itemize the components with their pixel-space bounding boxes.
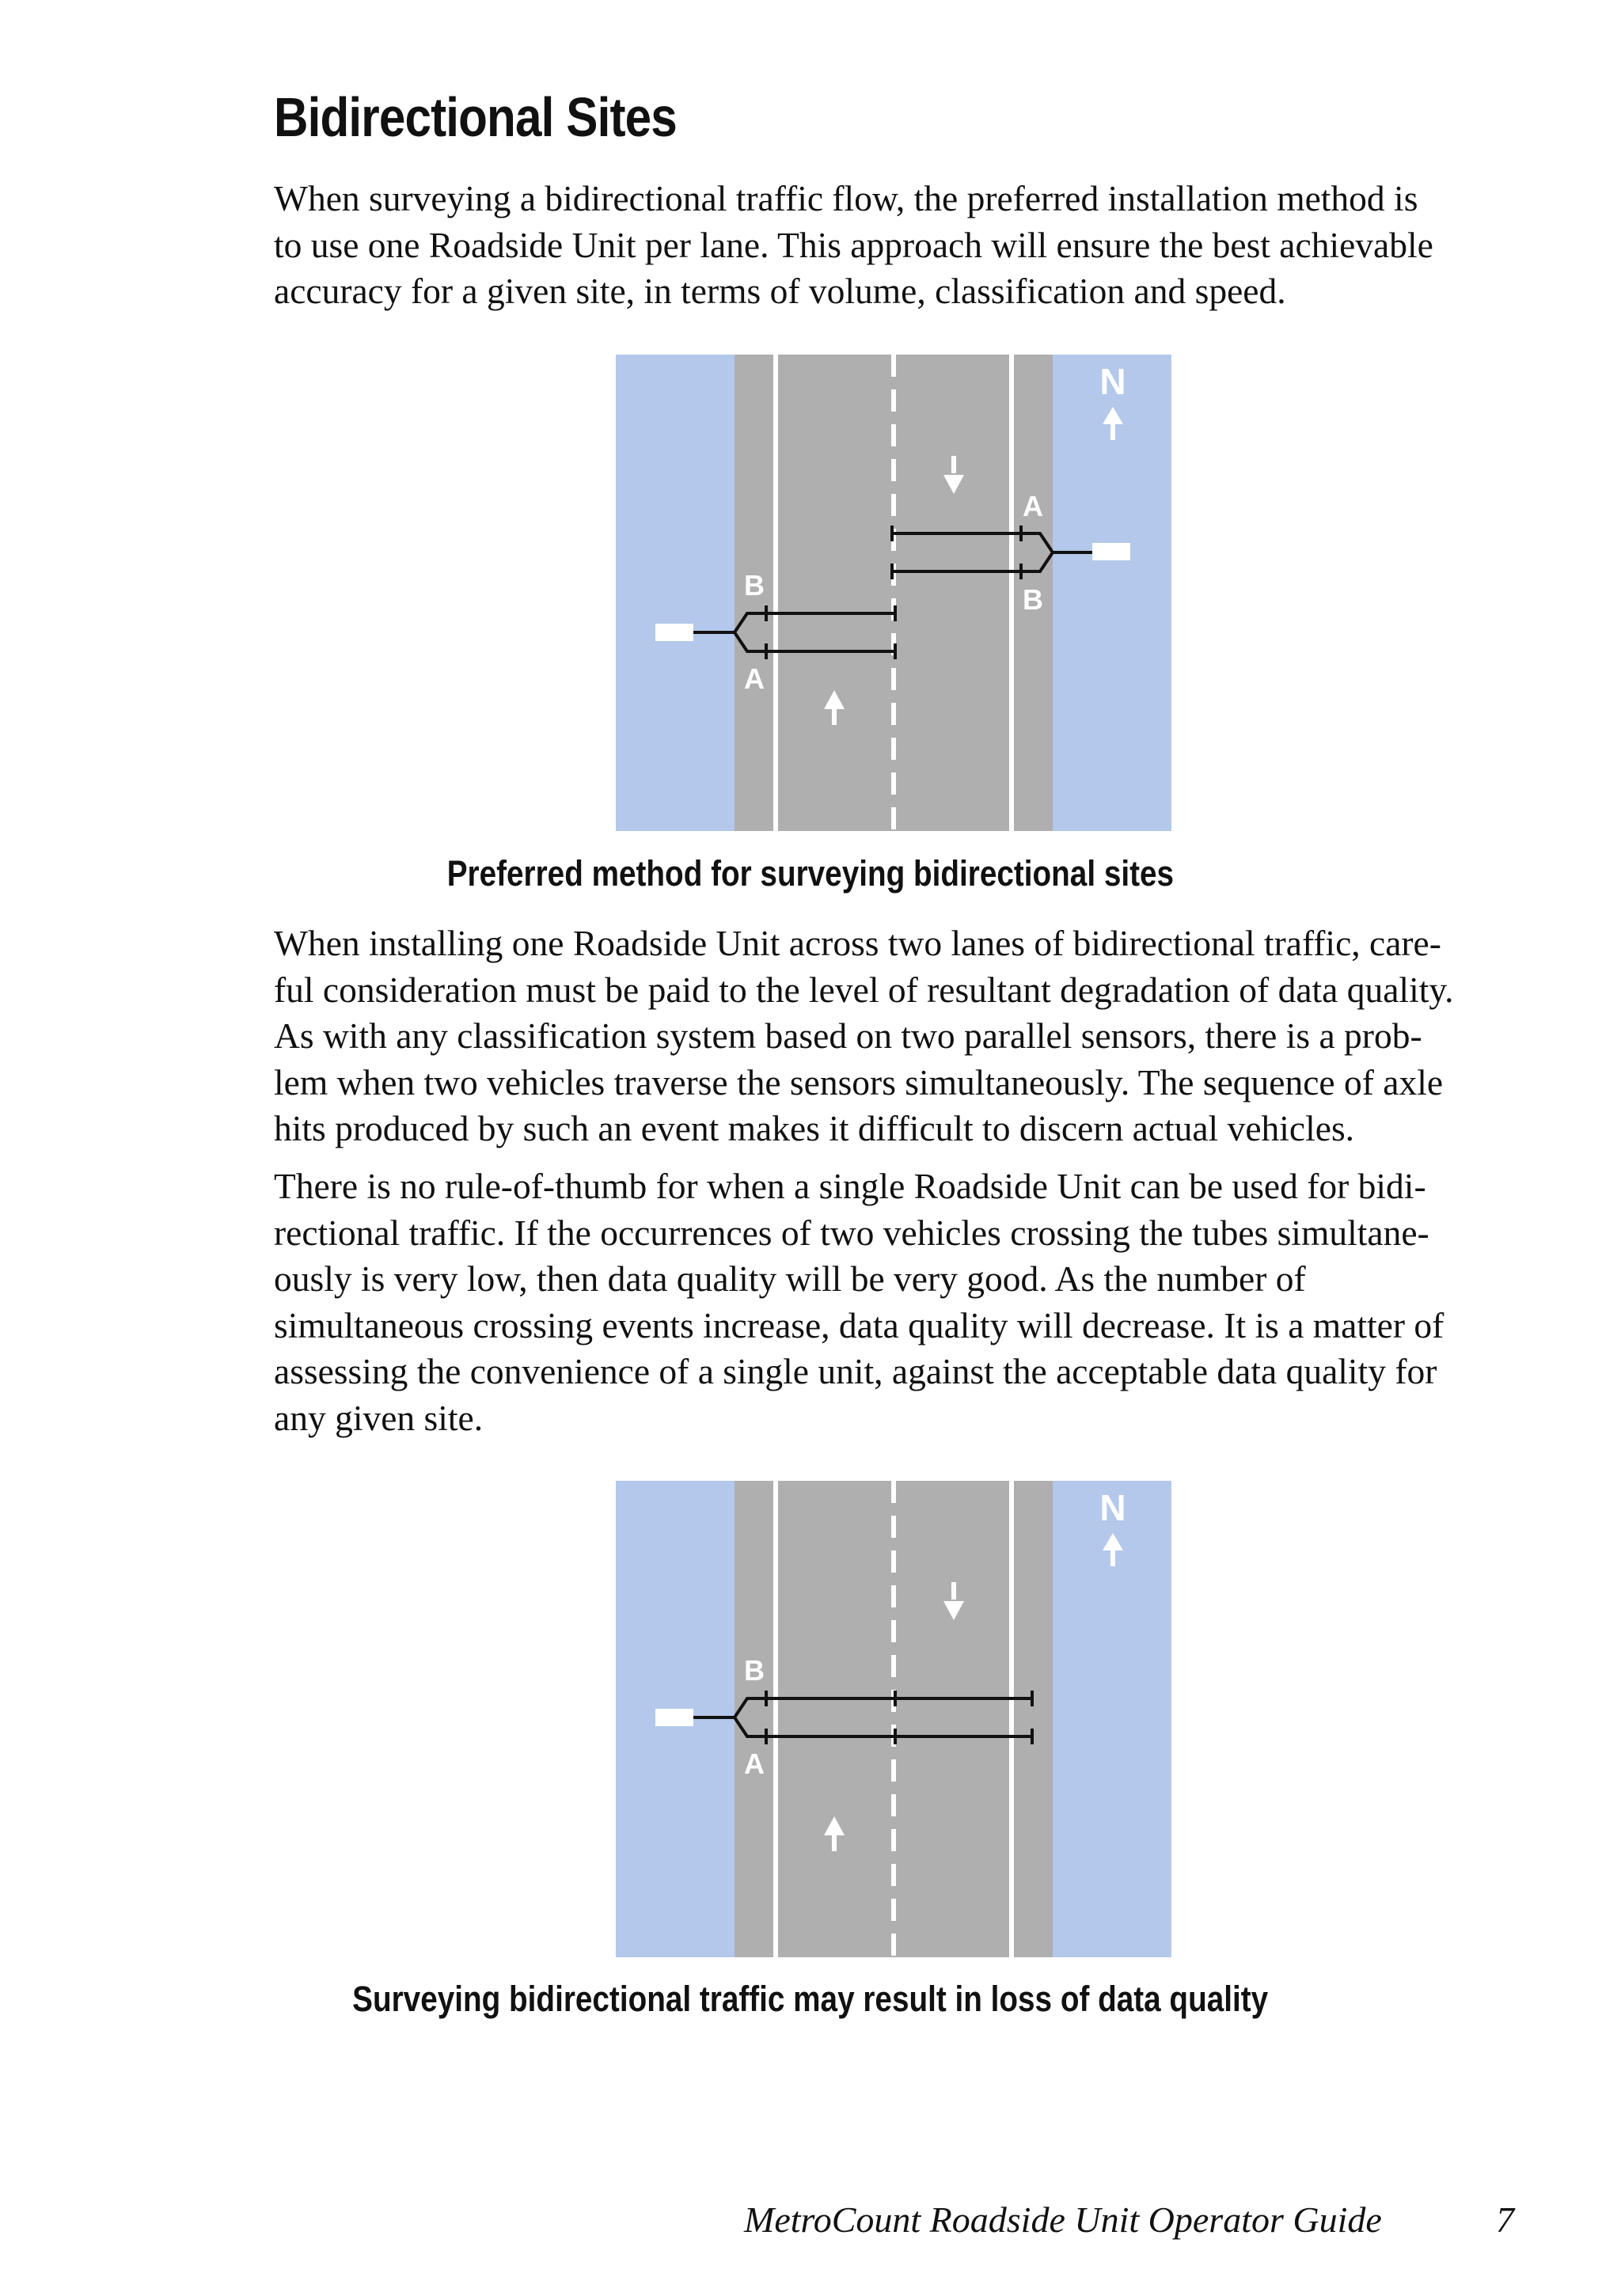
figure-1-caption-text: Preferred method for surveying bidirectional sites bbox=[446, 853, 1175, 894]
para3-line-4: simultaneous crossing events increase, data quality will decrease. It is a matter of bbox=[274, 1304, 1444, 1345]
figure-preferred-method bbox=[616, 355, 1171, 831]
para3-line-5: assessing the convenience of a single unit, against the acceptable data quality for bbox=[274, 1351, 1437, 1391]
roadside-unit-left bbox=[655, 624, 693, 641]
sensor-label-right-a: A bbox=[1023, 490, 1043, 522]
north-label: N bbox=[1099, 1487, 1126, 1528]
para2-line-3: As with any classification system based on two parallel sensors, there is a prob- bbox=[274, 1015, 1422, 1056]
road-diagram-1 bbox=[616, 355, 1171, 831]
intro-line-3: accuracy for a given site, in terms of volume, classification and speed. bbox=[274, 271, 1286, 311]
para3-line-6: any given site. bbox=[274, 1397, 484, 1438]
figure-2-caption bbox=[0, 1979, 1621, 2020]
sensor-label-a: A bbox=[744, 1748, 765, 1780]
para3-line-3: ously is very low, then data quality will be very good. As the number of bbox=[274, 1258, 1306, 1299]
roadside-unit-right bbox=[1092, 543, 1130, 560]
edge-line-right bbox=[1009, 355, 1014, 831]
para3-line-2: rectional traffic. If the occurrences of two vehicles crossing the tubes simultane- bbox=[274, 1212, 1429, 1253]
road-diagram-2 bbox=[616, 1481, 1171, 1957]
intro-paragraph bbox=[274, 176, 1433, 315]
para2-line-5: hits produced by such an event makes it difficult to discern actual vehicles. bbox=[274, 1108, 1355, 1148]
north-label: N bbox=[1099, 361, 1126, 402]
edge-line-left bbox=[773, 355, 778, 831]
footer-guide-title: MetroCount Roadside Unit Operator Guide bbox=[744, 2199, 1382, 2240]
roadside-unit bbox=[655, 1709, 693, 1726]
para2-line-1: When installing one Roadside Unit across two lanes of bidirectional traffic, care- bbox=[274, 923, 1441, 963]
figure-1-caption bbox=[0, 853, 1621, 894]
page-number: 7 bbox=[1496, 2199, 1514, 2240]
intro-line-1: When surveying a bidirectional traffic flow, the preferred installation method is bbox=[274, 178, 1418, 218]
sensor-label-left-b: B bbox=[744, 569, 765, 602]
edge-line-right bbox=[1009, 1481, 1014, 1957]
para2-line-4: lem when two vehicles traverse the sensors simultaneously. The sequence of axle bbox=[274, 1061, 1444, 1102]
sensor-label-left-a: A bbox=[744, 662, 765, 695]
sensor-label-b: B bbox=[744, 1654, 765, 1687]
sensor-label-right-b: B bbox=[1023, 583, 1043, 616]
intro-line-2: to use one Roadside Unit per lane. This approach will ensure the best achievable bbox=[274, 224, 1433, 265]
section-title: Bidirectional Sites bbox=[274, 86, 677, 148]
para3-line-1: There is no rule-of-thumb for when a single Roadside Unit can be used for bidi- bbox=[274, 1166, 1426, 1206]
paragraph-3 bbox=[274, 1163, 1444, 1441]
paragraph-2 bbox=[274, 920, 1454, 1152]
para2-line-2: ful consideration must be paid to the level of resultant degradation of data quality. bbox=[274, 969, 1454, 1010]
figure-single-unit bbox=[616, 1481, 1171, 1957]
figure-2-caption-text: Surveying bidirectional traffic may result in loss of data quality bbox=[352, 1979, 1269, 2019]
edge-line-left bbox=[773, 1481, 778, 1957]
